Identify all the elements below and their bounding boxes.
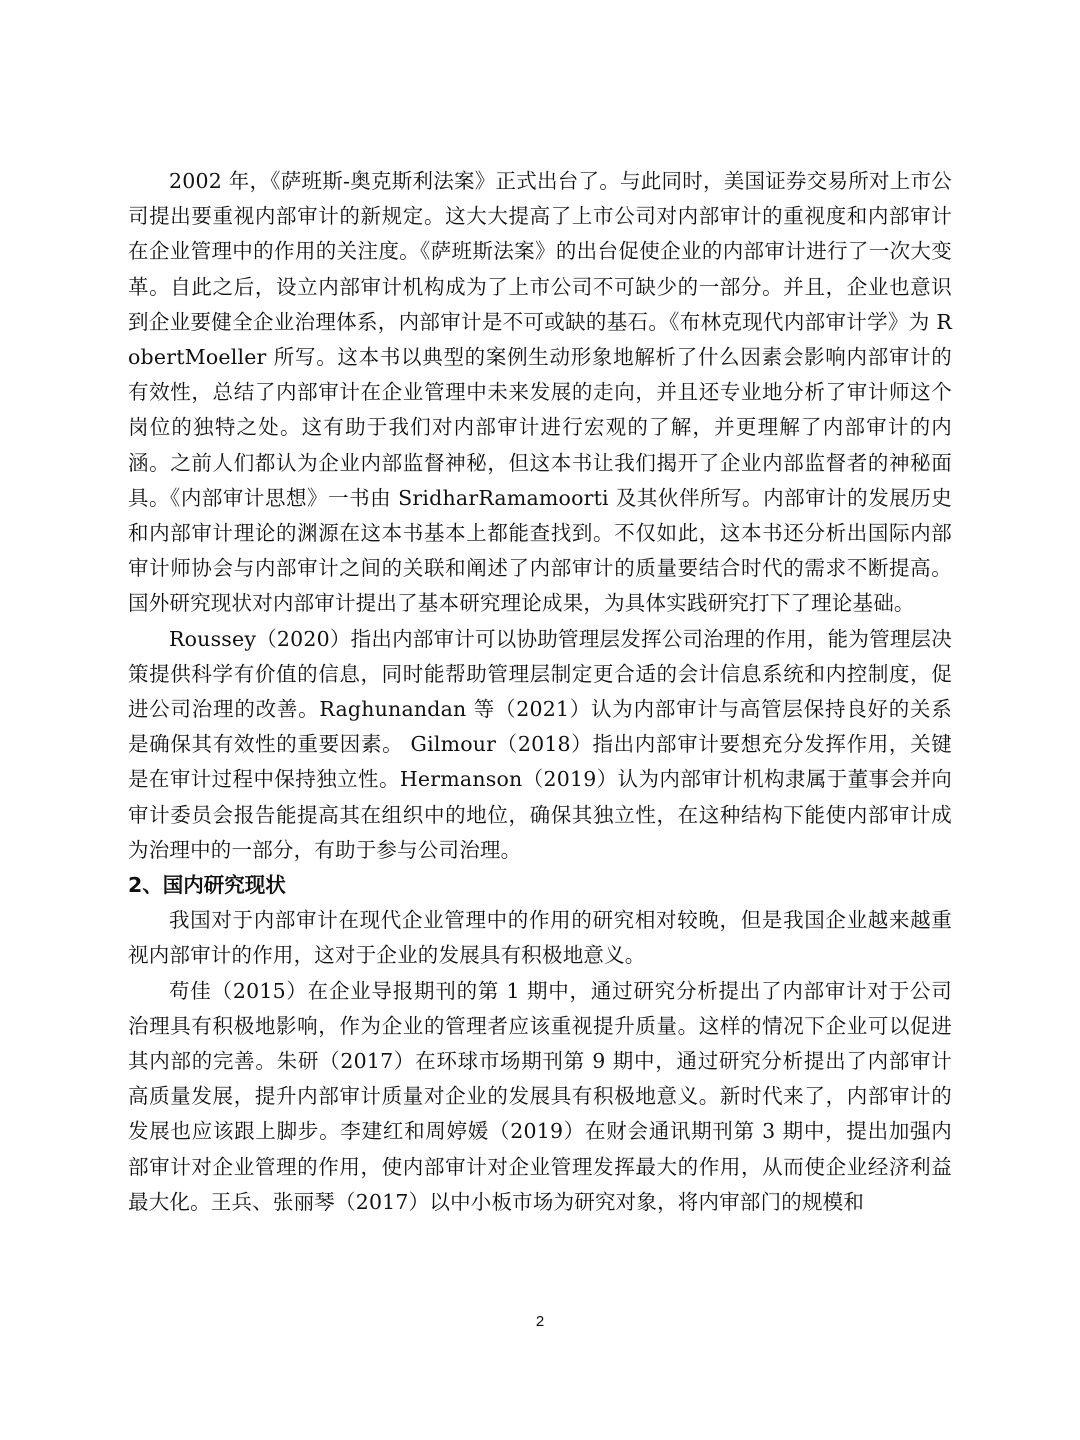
paragraph-domestic-intro: 我国对于内部审计在现代企业管理中的作用的研究相对较晚，但是我国企业越来越重视内部审计的作用，这对于企业的发展具有积极地意义。	[128, 908, 952, 968]
paragraph-foreign-history: 2002 年，《萨班斯-奥克斯利法案》正式出台了。与此同时，美国证券交易所对上市公司提出要重视内部审计的新规定。这大大提高了上市公司对内部审计的重视度和内部审计在企业管理中的作用的关注度。《萨班斯法案》的出台促使企业的内部审计进行了一次大变革。自此之后，设立内部审计机构成为了上市公司不可缺少的一部分。并且，企业也意识到企业要健全企业治理体系，内部审计是不可或缺的基石。《布林克现代内部审计学》为 RobertMoeller 所写。这本书以典型的案例生动形象地解析了什么因素会影响内部审计的有效性，总结了内部审计在企业管理中未来发展的走向，并且还专业地分析了审计师这个岗位的独特之处。这有助于我们对内部审计进行宏观的了解，并更理解了内部审计的内涵。之前人们都认为企业内部监督神秘，但这本书让我们揭开了企业内部监督者的神秘面具。《内部审计思想》一书由 SridharRamamoorti 及其伙伴所写。内部审计的发展历史和内部审计理论的渊源在这本书基本上都能查找到。不仅如此，这本书还分析出国际内部审计师协会与内部审计之间的关联和阐述了内部审计的质量要结合时代的需求不断提高。国外研究现状对内部审计提出了基本研究理论成果，为具体实践研究打下了理论基础。	[128, 169, 952, 616]
paragraph-foreign-studies: Roussey（2020）指出内部审计可以协助管理层发挥公司治理的作用，能为管理层决策提供科学有价值的信息，同时能帮助管理层制定更合适的会计信息系统和内控制度，促进公司治理的改善。Raghunandan 等（2021）认为内部审计与高管层保持良好的关系是确保其有效性的重要因素。 Gilmour（2018）指出内部审计要想充分发挥作用，关键是在审计过程中保持独立性。Hermanson（2019）认为内部审计机构隶属于董事会并向审计委员会报告能提高其在组织中的地位，确保其独立性，在这种结构下能使内部审计成为治理中的一部分，有助于参与公司治理。	[128, 626, 952, 862]
section-heading-domestic: 2、国内研究现状	[128, 873, 286, 898]
document-body	[128, 164, 952, 1220]
paragraph-domestic-studies: 苟佳（2015）在企业导报期刊的第 1 期中，通过研究分析提出了内部审计对于公司治理具有积极地影响，作为企业的管理者应该重视提升质量。这样的情况下企业可以促进其内部的完善。朱研（2017）在环球市场期刊第 9 期中，通过研究分析提出了内部审计高质量发展，提升内部审计质量对企业的发展具有积极地意义。新时代来了，内部审计的发展也应该跟上脚步。李建红和周婷媛（2019）在财会通讯期刊第 3 期中，提出加强内部审计对企业管理的作用，使内部审计对企业管理发挥最大的作用，从而使企业经济利益最大化。王兵、张丽琴（2017）以中小板市场为研究对象，将内审部门的规模和	[128, 978, 952, 1214]
page-number: 2	[535, 1313, 545, 1330]
